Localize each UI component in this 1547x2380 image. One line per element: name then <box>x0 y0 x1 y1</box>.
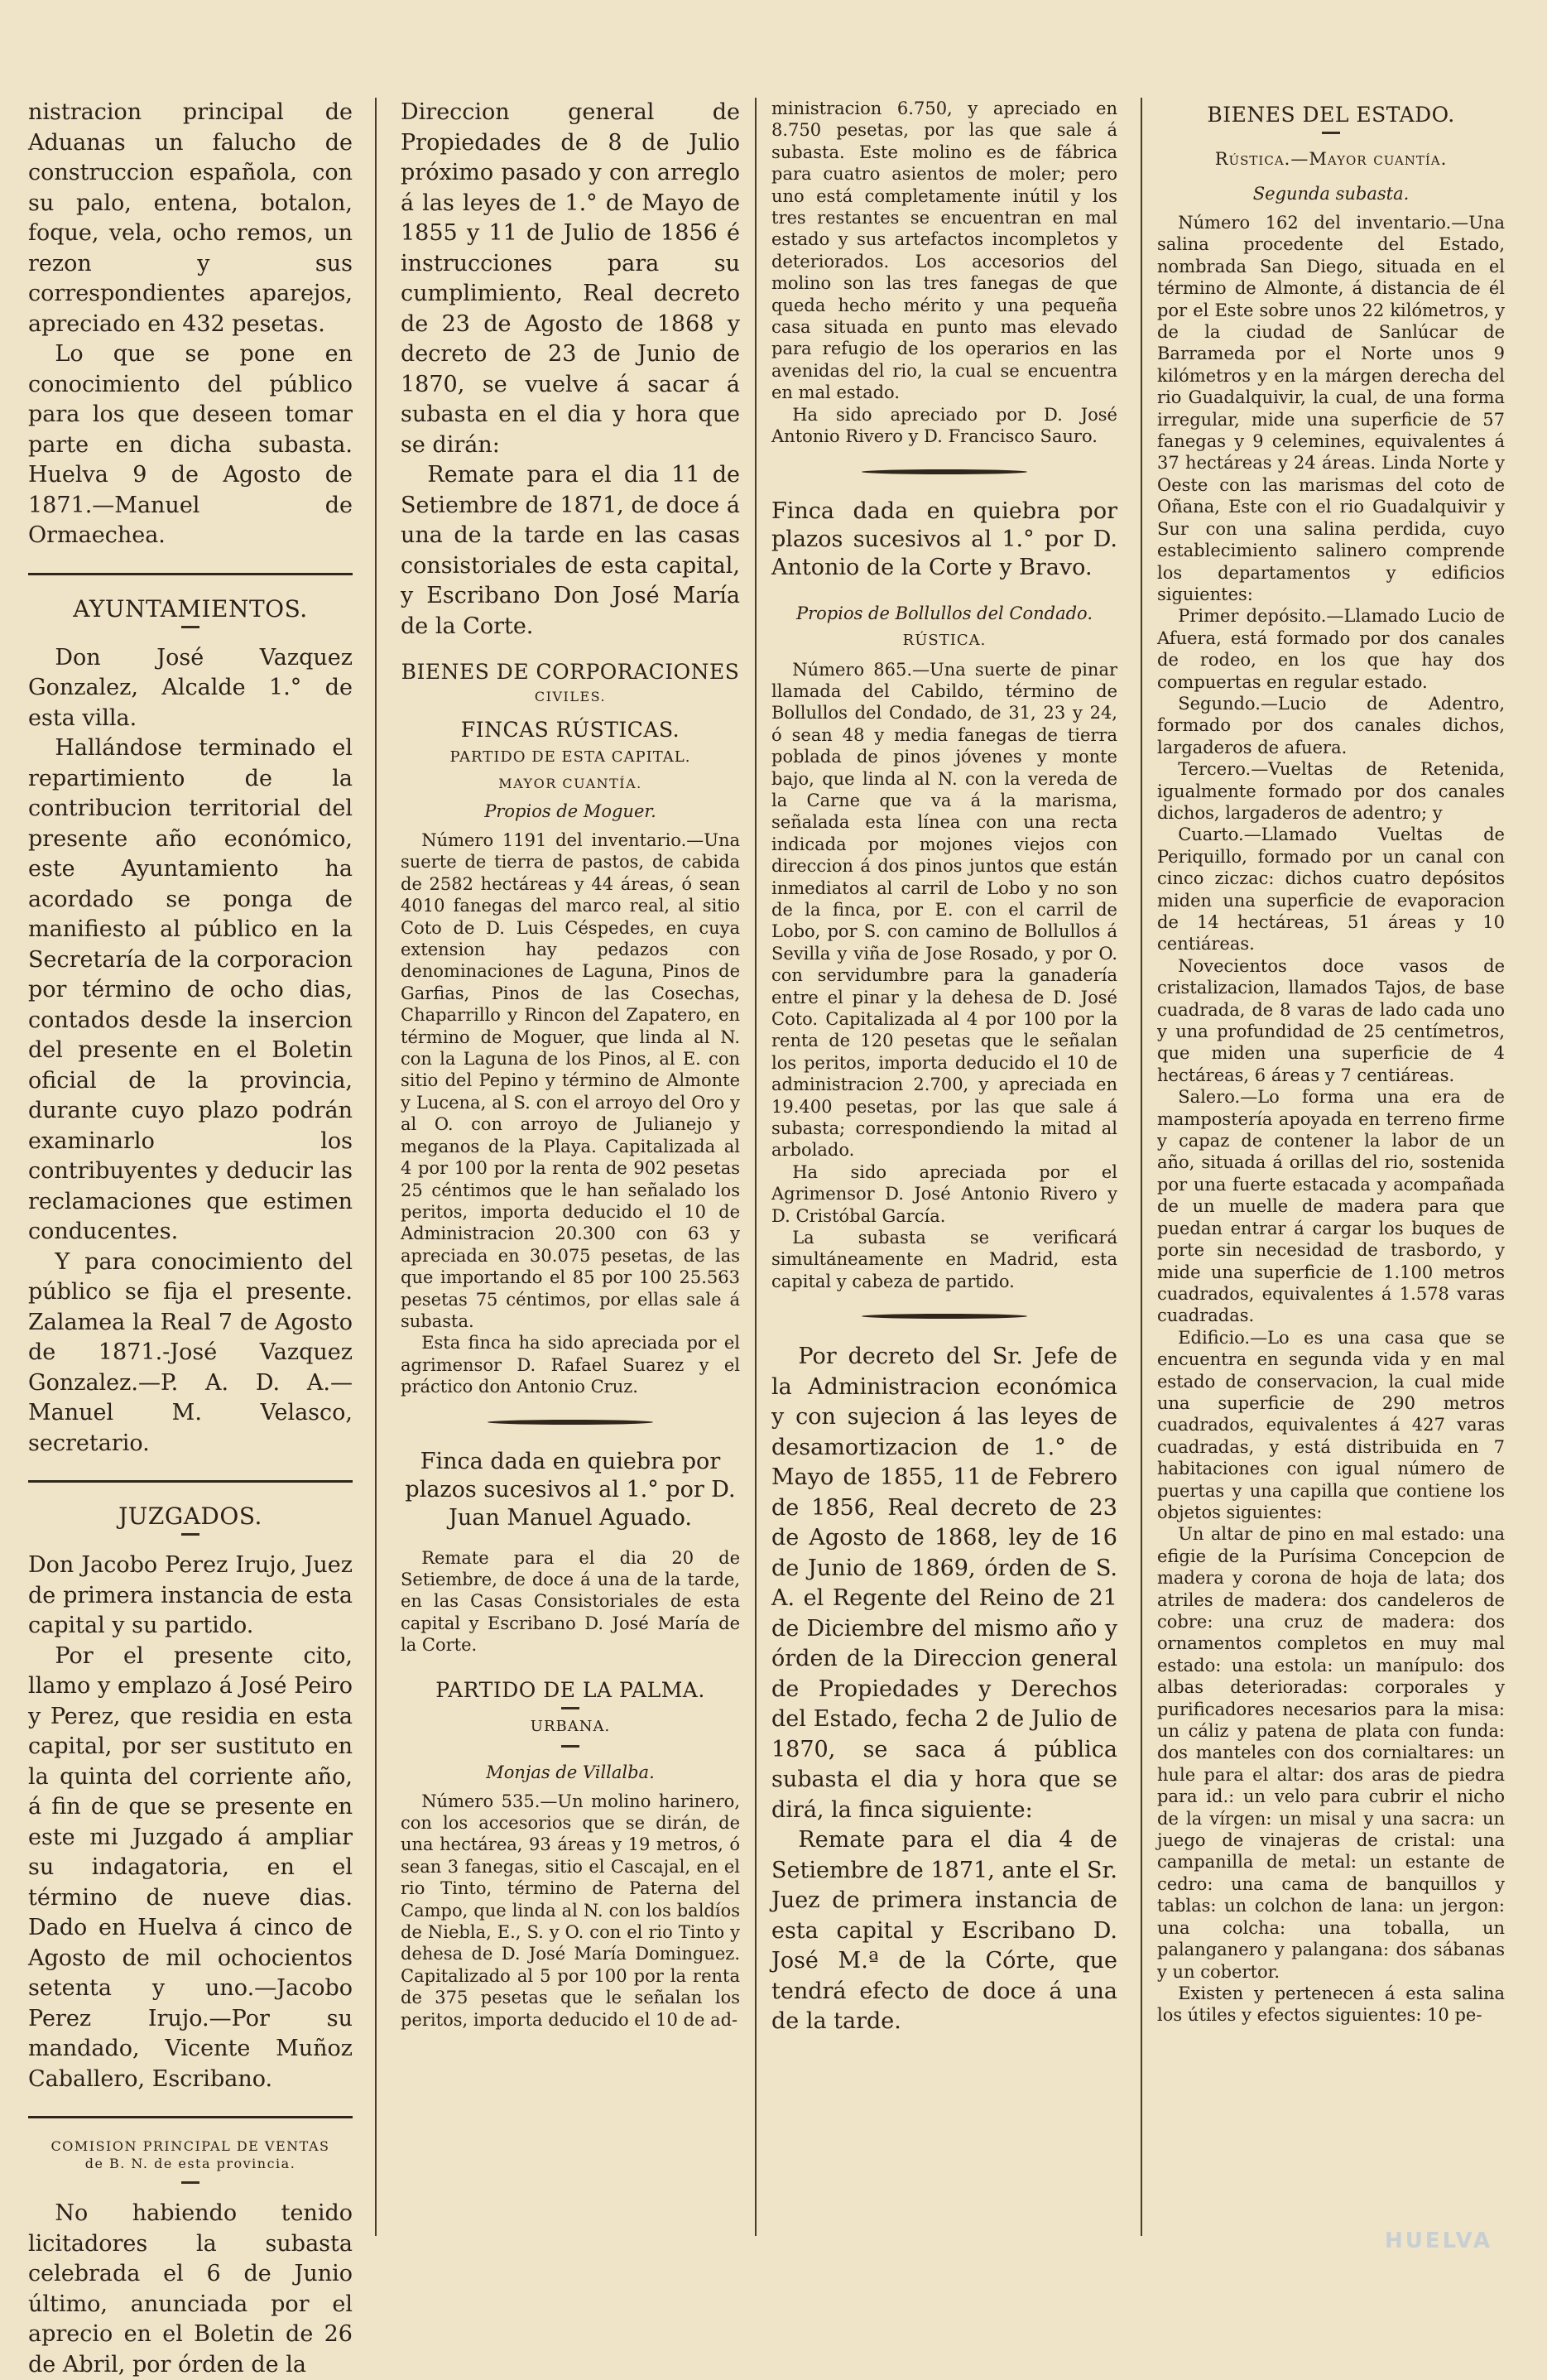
paragraph: Número 865.—Una suerte de pinar llamada del Cabildo, término de Bollullos del Condado, de 31, 23 y 24, ó sean 48 y media fanegas de tierra poblada de pinos jóvenes y monte bajo, que linda al N. con la vereda de la Carne que va á la marisma, señalada esta línea con una recta indicada por mojones viejos con direccion á dos pinos juntos que están inmediatos al carril de Lobo y no son de la finca, por E. con el carril de Lobo, por S. con camino de Bollullos á Sevilla y viña de Jose Rosado, y por O. con servidumbre para la ganadería entre el pinar y la dehesa de D. José Coto. Capitalizada al 4 por 100 por la renta de 120 pesetas que le señalan los peritos, importa deducido el 10 de administracion 2.700, y apreciada en 19.400 pesetas, por las que sale á subasta; correspondiendo la mitad al arbolado. <box>771 659 1117 1161</box>
section-subheading: Segunda subasta. <box>1252 184 1410 204</box>
section-subheading: MAYOR CUANTÍA. <box>498 776 642 791</box>
paragraph: Ha sido apreciada por el Agrimensor D. José Antonio Rivero y D. Cristóbal García. <box>771 1161 1117 1226</box>
paragraph: Novecientos doce vasos de cristalizacion, llamados Tajos, de base cuadrada, de 8 varas de lado cada uno y una profundidad de 25 centímetros, que miden una superficie de 4 hectáreas, 6 áreas y 7 centiáreas. <box>1157 955 1505 1085</box>
section-heading: FINCAS RÚSTICAS. <box>460 718 680 742</box>
heading-dash <box>181 626 199 628</box>
column-3 <box>771 98 1117 2240</box>
heading-dash <box>1322 132 1340 134</box>
paragraph: ministracion 6.750, y apreciado en 8.750 pesetas, por las que sale á subasta. Este molino es de fábrica para cuatro asientos de moler; pero uno está completamente inútil y los tres restantes se encuentran en mal estado y sus artefactos incompletos y deteriorados. Los accesorios del molino son las tres fanegas de que queda hecho mérito y una pequeña casa situada en punto mas elevado para refugio de los operarios en las avenidas del rio, la cual se encuentra en mal estado. <box>771 99 1117 403</box>
column-2 <box>401 98 740 2240</box>
section-heading: JUZGADOS. <box>118 1503 262 1530</box>
column-divider <box>1141 98 1142 2236</box>
heading-dash <box>561 1707 579 1709</box>
section-subheading: URBANA. <box>530 1717 611 1735</box>
paragraph: Don Jacobo Perez Irujo, Juez de primera instancia de esta capital y su partido. <box>28 1552 353 1638</box>
paragraph: Remate para el dia 4 de Setiembre de 1871, ante el Sr. Juez de primera instancia de esta capital y Escribano D. José M.ª de la Córte, que tendrá efecto de doce á una de la tarde. <box>771 1827 1117 2035</box>
paragraph: Don José Vazquez Gonzalez, Alcalde 1.° de esta villa. <box>28 644 353 731</box>
section-heading: COMISION PRINCIPAL DE VENTAS <box>50 2138 330 2154</box>
section-heading: AYUNTAMIENTOS. <box>73 594 308 623</box>
section-subheading: Propios de Bollullos del Condado. <box>795 603 1093 623</box>
paragraph: Lo que se pone en conocimiento del público para los que deseen tomar parte en dicha subasta. Huelva 9 de Agosto de 1871.—Manuel de Ormaechea. <box>28 341 353 548</box>
heading-dash <box>181 2181 199 2184</box>
paragraph: Existen y pertenecen á esta salina los útiles y efectos siguientes: 10 pe- <box>1157 1983 1505 2026</box>
column-divider <box>375 98 377 2236</box>
paragraph: Segundo.—Lucio de Adentro, formado por dos canales dichos, largaderos de afuera. <box>1157 693 1505 757</box>
section-heading: Finca dada en quiebra por plazos sucesivos al 1.° por D. Antonio de la Corte y Bravo. <box>771 498 1117 580</box>
section-subheading: de B. N. de esta provincia. <box>84 2156 296 2171</box>
column-1 <box>28 98 353 2378</box>
section-heading: Finca dada en quiebra por plazos sucesivos al 1.° por D. Juan Manuel Aguado. <box>405 1448 736 1531</box>
heading-dash <box>181 1533 199 1536</box>
paragraph: La subasta se verificará simultáneamente en Madrid, esta capital y cabeza de partido. <box>771 1228 1117 1291</box>
paragraph: Tercero.—Vueltas de Retenida, igualmente formado por dos canales dichos, largaderos de adentro; y <box>1157 759 1505 823</box>
paragraph: Y para conocimiento del público se fija el presente. Zalamea la Real 7 de Agosto de 1871.-José Vazquez Gonzalez.—P. A. D. A.—Manuel M. Velasco, secretario. <box>28 1248 353 1456</box>
section-heading: Rústica.—Mayor cuantía. <box>1214 149 1448 169</box>
section-subheading: CIVILES. <box>534 689 607 704</box>
paragraph: Número 162 del inventario.—Una salina procedente del Estado, nombrada San Diego, situada en el término de Almonte, á distancia de él por el Este sobre unos 22 kilómetros, y de la ciudad de Sanlúcar de Barrameda por el Norte unos 9 kilómetros y en la márgen derecha del rio Guadalquivir, la cual, de una forma irregular, mide una superficie de 57 fanegas y 9 celemines, equivalentes á 37 hectáreas y 24 áreas. Linda Norte y Oeste con las marismas del coto de Oñana, Este con el rio Guadalquivir y Sur con una salina perdida, cuyo establecimiento salinero comprende los departamentos y edificios siguientes: <box>1157 213 1505 604</box>
section-subheading: RÚSTICA. <box>902 631 987 649</box>
paragraph: Primer depósito.—Llamado Lucio de Afuera, está formado por dos canales de rodeo, en los que hay dos compuertas en regular estado. <box>1157 606 1505 692</box>
paragraph: Remate para el dia 20 de Setiembre, de doce á una de la tarde, en las Casas Consistoriales de esta capital y Escribano D. José María de la Corte. <box>401 1547 740 1656</box>
section-heading: BIENES DEL ESTADO. <box>1207 103 1455 127</box>
column-4 <box>1157 98 1505 2240</box>
section-heading: PARTIDO DE ESTA CAPITAL. <box>449 748 691 766</box>
paragraph: Direccion general de Propiedades de 8 de Julio próximo pasado y con arreglo á las leyes de 1.° de Mayo de 1855 y 11 de Julio de 1856 é instrucciones para su cumplimiento, Real decreto de 23 de Agosto de 1868 y decreto de 23 de Junio de 1870, se vuelve á sacar á subasta en el dia y hora que se dirán: <box>401 99 740 458</box>
column-divider <box>755 98 757 2236</box>
watermark-stamp: HUELVA <box>1384 2229 1493 2253</box>
section-rule <box>28 2116 353 2118</box>
paragraph: Edificio.—Lo es una casa que se encuentra en segunda vida y en mal estado de conservacion, la cual mide una superficie de 290 metros cuadrados, equivalentes á 427 varas cuadradas, y está distribuida en 7 habitaciones con igual número de puertas y una capilla que contiene los objetos siguientes: <box>1157 1327 1505 1522</box>
section-heading: BIENES DE CORPORACIONES <box>401 660 740 684</box>
heading-dash <box>561 1745 579 1748</box>
paragraph: Un altar de pino en mal estado: una efigie de la Purísima Concepcion de madera y corona de hoja de lata; dos atriles de madera: dos candeleros de cobre: una cruz de madera: dos ornamentos completos en muy mal estado: una estola: un manípulo: dos albas deterioradas: corporales y purificadores necesarios para la misa: un cáliz y patena de plata con funda: dos manteles con dos cornialtares: un hule para el altar: dos aras de piedra para id.: un velo para cubrir el nicho de la vírgen: un misal y una sacra: un juego de vinajeras de cristal: una campanilla de metal: un estante de cedro: una cama de banquillos y tablas: un colchon de lana: un jergon: una colcha: una toballa, un palanganero y palangana: dos sábanas y un cobertor. <box>1157 1524 1505 1982</box>
paragraph: Por el presente cito, llamo y emplazo á José Peiro y Perez, que residia en esta capital, por ser sustituto en la quinta del corriente año, á fin de que se presente en este mi Juzgado á ampliar su indagatoria, en el término de nueve dias. Dado en Huelva á cinco de Agosto de mil ochocientos setenta y uno.—Jacobo Perez Irujo.—Por su mandado, Vicente Muñoz Caballero, Escribano. <box>28 1642 353 2092</box>
paragraph: Número 535.—Un molino harinero, con los accesorios que se dirán, de una hectárea, 93 áreas y 19 metros, ó sean 3 fanegas, sitio el Cascajal, en el rio Tinto, término de Paterna del Campo, que linda al N. con los baldíos de Niebla, E., S. y O. con el rio Tinto y dehesa de D. José María Dominguez. Capitalizado al 5 por 100 por la renta de 375 pesetas que le señalan los peritos, importa deducido el 10 de ad- <box>401 1791 740 2030</box>
paragraph: Hallándose terminado el repartimiento de la contribucion territorial del presente año económico, este Ayuntamiento ha acordado se ponga de manifiesto al público en la Secretaría de la corporacion por término de ocho dias, contados desde la insercion del presente en el Boletin oficial de la provincia, durante cuyo plazo podrán examinarlo los contribuyentes y deducir las reclamaciones que estimen conducentes. <box>28 735 353 1244</box>
paragraph: Ha sido apreciado por D. José Antonio Rivero y D. Francisco Sauro. <box>771 404 1117 447</box>
paragraph: Salero.—Lo forma una era de mampostería apoyada en terreno firme y capaz de contener la labor de un año, situada á orillas del rio, sostenida por una fuerte estacada y acompañada de un muelle de madera para que puedan entrar á cargar los buques de porte sin necesidad de trasbordo, y mide una superficie de 1.100 metros cuadrados, equivalentes á 1.578 varas cuadradas. <box>1157 1087 1505 1326</box>
paragraph: Esta finca ha sido apreciada por el agrimensor D. Rafael Suarez y el práctico don Antonio Cruz. <box>401 1333 740 1397</box>
paragraph: Cuarto.—Llamado Vueltas de Periquillo, formado por un canal con cinco ziczac: dichos cuatro depósitos miden una superficie de evaporacion de 14 hectáreas, 51 áreas y 10 centiáreas. <box>1157 825 1505 954</box>
paragraph: No habiendo tenido licitadores la subasta celebrada el 6 de Junio último, anunciada por el aprecio en el Boletin de 26 de Abril, por órden de la <box>28 2200 353 2378</box>
ornamental-rule <box>862 1314 1027 1319</box>
section-rule <box>28 573 353 575</box>
paragraph: Remate para el dia 11 de Setiembre de 1871, de doce á una de la tarde en las casas consistoriales de esta capital, y Escribano Don José María de la Corte. <box>401 462 740 639</box>
section-heading: PARTIDO DE LA PALMA. <box>435 1677 705 1702</box>
paragraph: nistracion principal de Aduanas un falucho de construccion española, con su palo, entena, botalon, foque, vela, ocho remos, un rezon y sus correspondientes aparejos, apreciado en 432 pesetas. <box>28 99 353 337</box>
section-subheading: Monjas de Villalba. <box>486 1762 655 1782</box>
section-subheading: Propios de Moguer. <box>484 801 656 821</box>
ornamental-rule <box>862 469 1027 474</box>
ornamental-rule <box>488 1420 653 1425</box>
paragraph: Número 1191 del inventario.—Una suerte de tierra de pastos, de cabida de 2582 hectáreas y 44 áreas, ó sean 4010 fanegas del marco real, al sitio Coto de D. Luis Céspedes, en cuya extension hay pedazos con denominaciones de Laguna, Pinos de Garfias, Pinos de las Cosechas, Chaparrillo y Rincon del Zapatero, en término de Moguer, que linda al N. con la Laguna de los Pinos, al E. con sitio del Pepino y término de Almonte y Lucena, al S. con el arroyo del Oro y al O. con arroyo de Julianejo y meganos de la Playa. Capitalizada al 4 por 100 por la renta de 902 pesetas 25 céntimos que le han señalado los peritos, importa deducido el 10 de Administracion 20.300 con 63 y apreciada en 30.075 pesetas, de las que importando el 85 por 100 25.563 pesetas 75 céntimos, por ellas sale á subasta. <box>401 830 740 1331</box>
paragraph: Por decreto del Sr. Jefe de la Administracion económica y con sujecion á las leyes de desamortizacion de 1.° de Mayo de 1855, 11 de Febrero de 1856, Real decreto de 23 de Agosto de 1868, ley de 16 de Junio de 1869, órden de S. A. el Regente del Reino de 21 de Diciembre del mismo año y órden de la Direccion general de Propiedades y Derechos del Estado, fecha 2 de Julio de 1870, se saca á pública subasta el dia y hora que se dirá, la finca siguiente: <box>771 1344 1117 1823</box>
section-rule <box>28 1480 353 1483</box>
